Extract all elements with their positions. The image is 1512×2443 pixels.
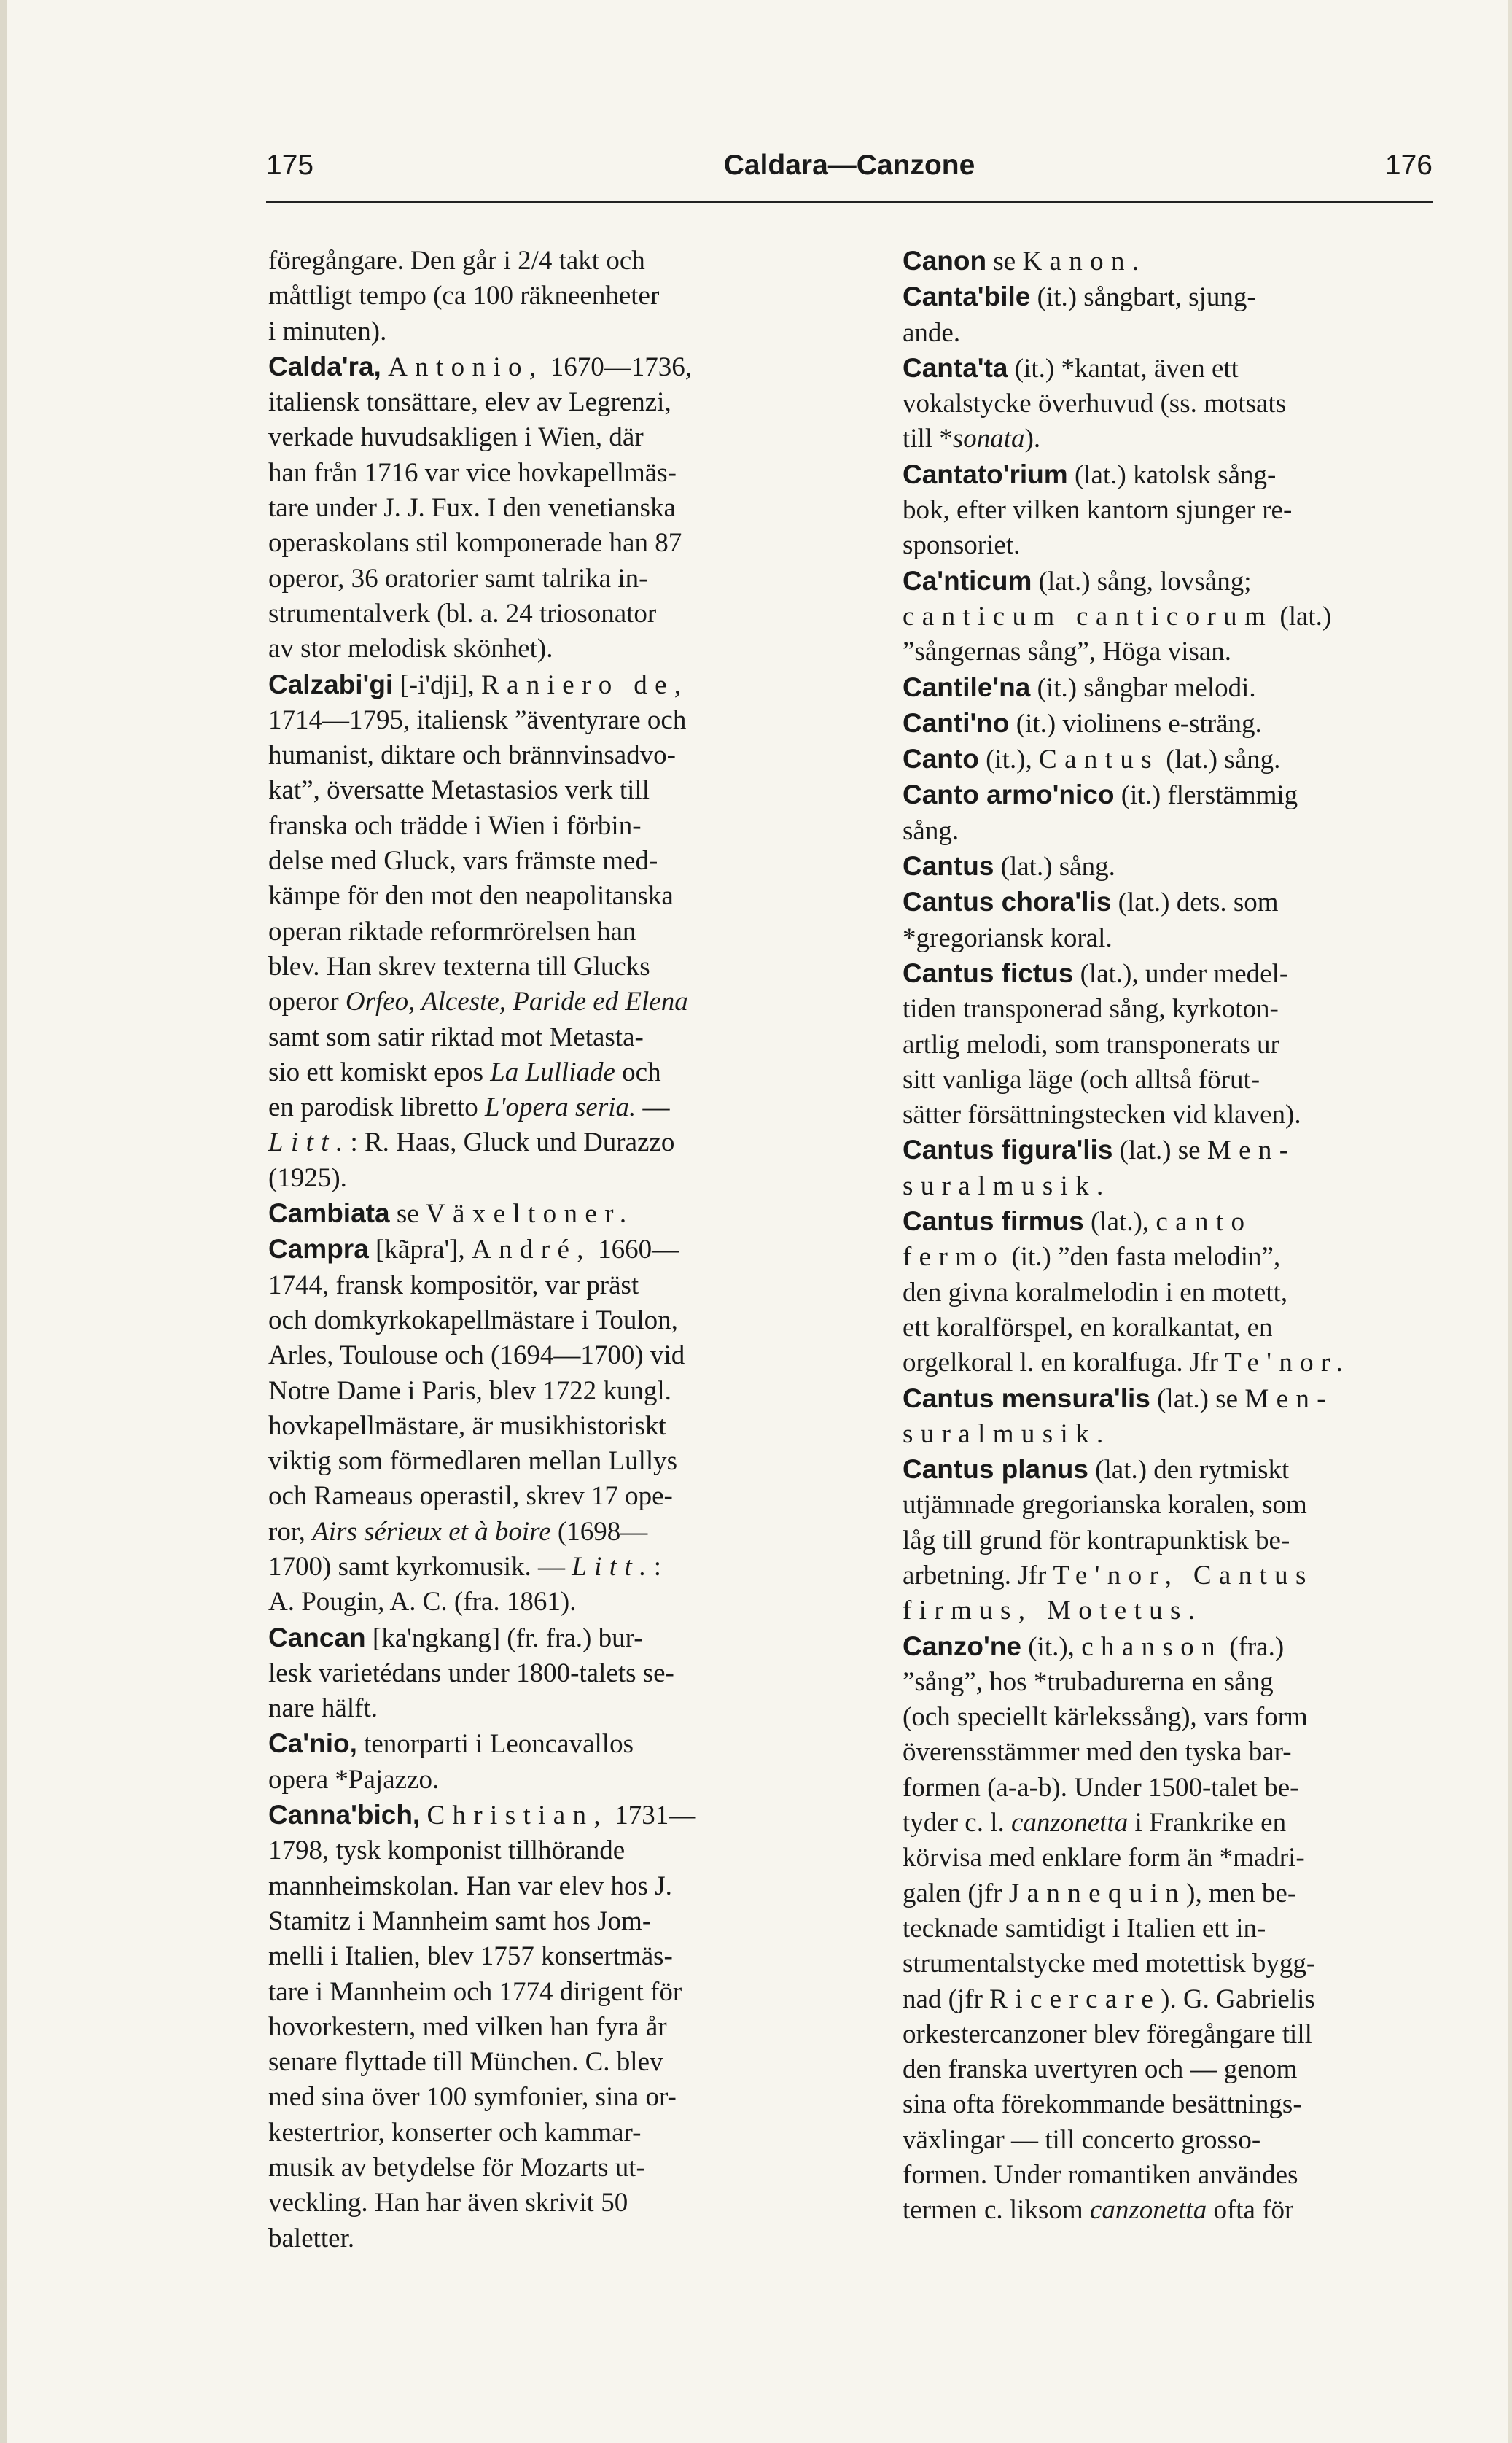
text-run: strumentalstycke med motettisk bygg-	[903, 1949, 1316, 1979]
text-run	[381, 352, 388, 382]
header-rule	[266, 201, 1433, 203]
text-run: med sina över 100 symfonier, sina or-	[268, 2082, 677, 2113]
entry-term: Cantile'na	[903, 672, 1031, 702]
text-line	[268, 491, 828, 526]
text-line	[903, 956, 1430, 992]
text-line	[903, 599, 1430, 634]
text-run: och Rameaus operastil, skrev 17 ope-	[268, 1481, 673, 1512]
text-line	[903, 1806, 1430, 1841]
text-run: canticum canticorum	[903, 601, 1274, 632]
text-run: André,	[472, 1235, 591, 1265]
entry-term: Calzabi'gi	[268, 669, 394, 699]
text-run: (it.) sångbar melodi.	[1030, 672, 1256, 703]
text-run: sitt vanliga läge (och alltså förut-	[903, 1064, 1260, 1095]
entry-term: Canta'bile	[903, 281, 1031, 312]
text-run: ). G. Gabrielis	[1161, 1984, 1315, 2014]
text-run: orgelkoral l. en koralfuga. Jfr	[903, 1348, 1225, 1378]
text-line	[903, 2158, 1430, 2193]
text-run: 1714—1795, italiensk ”äventyrare och	[268, 704, 687, 735]
text-run: humanist, diktare och brännvinsadvo-	[268, 740, 676, 771]
entry-term: Canto armo'nico	[903, 780, 1115, 810]
text-run: se	[389, 1199, 426, 1230]
text-line	[268, 1585, 828, 1620]
text-run: *gregoriansk koral.	[903, 923, 1112, 953]
text-line	[268, 1939, 828, 1974]
text-run: formen. Under romantiken användes	[903, 2160, 1298, 2191]
text-line	[903, 1700, 1430, 1735]
entry-term: Ca'nio,	[268, 1728, 357, 1759]
text-run: måttligt tempo (ca 100 räkneenheter	[268, 281, 660, 311]
text-run: viktig som förmedlaren mellan Lullys	[268, 1446, 678, 1477]
text-run: artlig melodi, som transponerats ur	[903, 1029, 1279, 1060]
text-line	[268, 667, 828, 703]
text-line	[903, 1169, 1430, 1204]
text-run: 1670—1736,	[543, 352, 692, 382]
text-line	[903, 849, 1430, 885]
text-run: Raniero de,	[480, 669, 689, 700]
text-run: (it.) sångbart, sjung-	[1030, 282, 1256, 313]
right-column	[903, 244, 1430, 2229]
text-line	[268, 385, 828, 420]
text-run: tare under J. J. Fux. I den venetianska	[268, 493, 676, 524]
text-run: galen (jfr	[903, 1878, 1009, 1908]
text-run: [kãpra'],	[368, 1235, 472, 1265]
text-line	[268, 1479, 828, 1514]
text-line	[903, 244, 1430, 279]
text-run: 1700) samt kyrkomusik. —	[268, 1551, 572, 1582]
text-line	[268, 420, 828, 455]
text-run: föregångare. Den går i 2/4 takt och	[268, 246, 645, 276]
text-run: utjämnade gregorianska koralen, som	[903, 1490, 1307, 1520]
text-run: tecknade samtidigt i Italien ett in-	[903, 1913, 1266, 1943]
text-run: formen (a-a-b). Under 1500-talet be-	[903, 1772, 1299, 1803]
text-run: Antonio,	[388, 352, 544, 382]
text-line	[268, 1338, 828, 1373]
text-line	[268, 914, 828, 949]
text-run: (it.) flerstämmig	[1114, 780, 1298, 811]
text-line	[268, 1550, 828, 1585]
text-line	[268, 456, 828, 491]
text-run: operor	[268, 987, 346, 1017]
text-run: suralmusik.	[903, 1170, 1111, 1201]
text-line	[903, 1735, 1430, 1770]
text-run: blev. Han skrev texterna till Glucks	[268, 951, 650, 982]
text-run: suralmusik.	[903, 1418, 1111, 1449]
entry-term: Cantus fictus	[903, 958, 1074, 988]
text-run: Växeltoner.	[425, 1199, 634, 1230]
text-line	[268, 1232, 828, 1267]
text-line	[268, 1374, 828, 1409]
text-run: sina ofta förekommande besättnings-	[903, 2089, 1302, 2120]
text-line	[268, 349, 828, 385]
text-line	[268, 1090, 828, 1125]
text-line	[268, 1975, 828, 2010]
text-run: (1925).	[268, 1162, 347, 1193]
text-line	[268, 562, 828, 597]
text-run: A. Pougin, A. C. (fra. 1861).	[268, 1587, 577, 1617]
text-run: (lat.), under medel-	[1073, 958, 1289, 989]
text-run: senare flyttade till München. C. blev	[268, 2047, 663, 2078]
text-run: (lat.)	[1273, 601, 1332, 632]
text-run: hovorkestern, med vilken han fyra år	[268, 2011, 667, 2042]
text-run: verkade huvudsakligen i Wien, där	[268, 422, 644, 453]
text-line	[903, 1771, 1430, 1806]
text-run: :	[653, 1551, 661, 1582]
text-line	[903, 921, 1430, 956]
text-line	[268, 1726, 828, 1762]
text-run: ”sång”, hos *trubadurerna en sång	[903, 1666, 1274, 1697]
text-run: Airs sérieux et à boire	[312, 1516, 551, 1547]
text-run: canzonetta	[1010, 1808, 1129, 1838]
text-run: Arles, Toulouse och (1694—1700) vid	[268, 1340, 685, 1371]
text-line	[903, 564, 1430, 599]
text-run: tenorparti i Leoncavallos	[356, 1729, 634, 1760]
text-run: till *	[903, 424, 953, 454]
entry-term: Cantus firmus	[903, 1206, 1084, 1237]
entry-term: Cantus figura'lis	[903, 1135, 1113, 1165]
entry-term: Canna'bich,	[268, 1800, 421, 1830]
text-run: 1798, tysk komponist tillhörande	[268, 1836, 626, 1866]
text-run: Te'nor, Cantus	[1053, 1560, 1314, 1591]
text-line	[903, 634, 1430, 669]
text-run: (1698—	[550, 1516, 648, 1547]
text-run: nad (jfr	[903, 1984, 990, 2014]
text-run: canzonetta	[1089, 2195, 1207, 2226]
entry-term: Cantato'rium	[903, 459, 1068, 489]
text-line	[903, 2087, 1430, 2122]
text-run: opera *Pajazzo.	[268, 1764, 440, 1795]
entry-term: Calda'ra,	[268, 351, 381, 381]
text-line	[903, 528, 1430, 563]
text-run: 1660—	[591, 1235, 679, 1265]
text-run: (it.),	[978, 745, 1040, 775]
text-run: 1744, fransk kompositör, var präst	[268, 1270, 639, 1300]
entry-term: Cantus	[903, 851, 994, 882]
text-run: (lat.) sång.	[994, 852, 1115, 882]
text-line	[903, 1593, 1430, 1628]
text-run: Litt.	[268, 1127, 351, 1158]
text-line	[268, 949, 828, 984]
text-run: melli i Italien, blev 1757 konsertmäs-	[268, 1941, 673, 1972]
text-line	[268, 1656, 828, 1691]
text-run: och domkyrkokapellmästare i Toulon,	[268, 1305, 678, 1335]
text-run: tyder c. l.	[903, 1808, 1011, 1838]
text-run: veckling. Han har även skrivit 50	[268, 2188, 628, 2218]
text-line	[903, 2123, 1430, 2158]
text-line	[903, 1488, 1430, 1523]
text-run: (och speciellt kärlekssång), vars form	[903, 1702, 1308, 1733]
text-line	[903, 1452, 1430, 1488]
text-run: Men-	[1207, 1135, 1296, 1166]
text-line	[268, 738, 828, 773]
text-run: en parodisk libretto	[268, 1092, 485, 1123]
text-run: växlingar — till concerto grosso-	[903, 2124, 1261, 2155]
text-run: nare hälft.	[268, 1693, 378, 1724]
text-run: L'opera seria.	[484, 1092, 636, 1123]
page-edge-right	[1508, 0, 1512, 2443]
text-run: ett koralförspel, en koralkantat, en	[903, 1312, 1273, 1343]
text-run: och	[615, 1057, 661, 1087]
text-line	[903, 1098, 1430, 1133]
text-run: lesk varietédans under 1800-talets se-	[268, 1658, 674, 1688]
text-run: Orfeo, Alceste, Paride ed Elena	[345, 987, 688, 1017]
text-run: [-i'dji],	[393, 669, 481, 700]
text-run: sätter försättningstecken vid klaven).	[903, 1100, 1301, 1130]
entry-term: Cantus planus	[903, 1454, 1088, 1485]
text-run: termen c. liksom	[903, 2195, 1090, 2226]
left-page-number: 175	[266, 149, 314, 181]
text-line	[268, 2045, 828, 2080]
text-line	[268, 1444, 828, 1479]
text-run: franska och trädde i Wien i förbin-	[268, 810, 642, 841]
entry-term: Canzo'ne	[903, 1631, 1021, 1661]
text-line	[903, 2017, 1430, 2052]
text-run: se	[986, 246, 1023, 276]
text-run: kestertrior, konserter och kammar-	[268, 2117, 642, 2148]
text-run: Christian,	[426, 1801, 608, 1831]
text-run: (it.) violinens e-sträng.	[1009, 708, 1262, 739]
text-line	[903, 1133, 1430, 1168]
text-run: Jannequin	[1008, 1878, 1187, 1908]
text-line	[903, 1204, 1430, 1240]
text-run: den franska uvertyren och — genom	[903, 2054, 1298, 2085]
text-line	[903, 1345, 1430, 1380]
text-run: mannheimskolan. Han var elev hos J.	[268, 1871, 672, 1901]
text-run: låg till grund för kontrapunktisk be-	[903, 1525, 1290, 1555]
text-run: sonata	[952, 424, 1025, 454]
text-line	[903, 1310, 1430, 1345]
text-line	[903, 1665, 1430, 1700]
text-run: tiden transponerad sång, kyrkoton-	[903, 994, 1279, 1025]
text-run: hovkapellmästare, är musikhistoriskt	[268, 1410, 666, 1441]
text-line	[268, 526, 828, 561]
text-run: Ricercare	[989, 1984, 1161, 2014]
entry-term: Canti'no	[903, 707, 1010, 738]
text-line	[268, 2010, 828, 2045]
text-run: Litt.	[572, 1551, 654, 1582]
text-line	[903, 742, 1430, 777]
text-run: canto	[1156, 1207, 1252, 1238]
entry-term: Canon	[903, 246, 987, 276]
text-run: [ka'ngkang] (fr. fra.) bur-	[365, 1623, 643, 1653]
text-line	[903, 814, 1430, 849]
text-line	[268, 1620, 828, 1656]
text-line	[903, 1558, 1430, 1593]
text-line	[903, 670, 1430, 706]
entry-term: Cantus chora'lis	[903, 887, 1112, 917]
running-title: Caldara—Canzone	[723, 149, 975, 181]
text-line	[903, 1028, 1430, 1063]
text-line	[268, 1125, 828, 1160]
text-run: ofta för	[1207, 2195, 1294, 2226]
text-run: samt som satir riktad mot Metasta-	[268, 1022, 644, 1052]
text-line	[268, 1268, 828, 1303]
left-column	[268, 244, 828, 2256]
text-run: ”sångernas sång”, Höga visan.	[903, 637, 1232, 667]
text-line	[268, 314, 828, 349]
text-line	[268, 1161, 828, 1196]
text-run: operaskolans stil komponerade han 87	[268, 528, 682, 559]
text-line	[903, 1523, 1430, 1558]
text-run: ).	[1024, 424, 1041, 454]
text-line	[903, 706, 1430, 742]
text-line	[268, 1904, 828, 1939]
text-line	[268, 2116, 828, 2151]
text-run: Men-	[1244, 1383, 1333, 1414]
text-run: ror,	[268, 1516, 313, 1547]
text-run: (lat.),	[1083, 1207, 1156, 1238]
text-run: arbetning. Jfr	[903, 1560, 1053, 1591]
entry-term: Canto	[903, 744, 979, 774]
text-run: (lat.) dets. som	[1111, 888, 1279, 918]
text-run: La Lulliade	[490, 1057, 615, 1087]
text-line	[268, 1055, 828, 1090]
text-run: ande.	[903, 317, 961, 348]
text-run: den givna koralmelodin i en motett,	[903, 1277, 1288, 1308]
text-line	[903, 1982, 1430, 2017]
text-line	[903, 316, 1430, 351]
text-line	[903, 279, 1430, 315]
text-line	[268, 2080, 828, 2115]
text-run: Cantus	[1039, 745, 1159, 775]
page-header	[266, 149, 1433, 201]
text-run: Kanon.	[1022, 246, 1147, 276]
text-line	[268, 1303, 828, 1338]
text-run: i Frankrike en	[1128, 1808, 1287, 1838]
text-line	[903, 1876, 1430, 1911]
text-line	[903, 387, 1430, 422]
text-line	[268, 1196, 828, 1232]
text-line	[268, 773, 828, 808]
text-line	[903, 777, 1430, 813]
text-run: av stor melodisk skönhet).	[268, 634, 553, 664]
text-line	[903, 1381, 1430, 1417]
text-line	[268, 244, 828, 279]
text-run: musik av betydelse för Mozarts ut-	[268, 2153, 645, 2183]
text-run: operan riktade reformrörelsen han	[268, 916, 636, 947]
text-run: orkestercanzoner blev föregångare till	[903, 2019, 1312, 2049]
entry-term: Cambiata	[268, 1198, 390, 1229]
text-run: sponsoriet.	[903, 530, 1021, 561]
text-run: bok, efter vilken kantorn sjunger re-	[903, 495, 1293, 526]
text-line	[268, 879, 828, 914]
text-run: fermo	[903, 1242, 1005, 1273]
text-line	[903, 1946, 1430, 1981]
text-line	[903, 457, 1430, 493]
entry-term: Cantus mensura'lis	[903, 1383, 1150, 1413]
text-run: kämpe för den mot den neapolitanska	[268, 881, 674, 912]
text-line	[268, 844, 828, 879]
text-line	[903, 1240, 1430, 1275]
entry-term: Cancan	[268, 1622, 366, 1652]
text-line	[268, 632, 828, 667]
text-line	[903, 351, 1430, 387]
text-run: strumentalverk (bl. a. 24 triosonator	[268, 598, 657, 629]
text-line	[903, 1063, 1430, 1098]
text-line	[268, 1798, 828, 1833]
text-run: Stamitz i Mannheim samt hos Jom-	[268, 1906, 652, 1936]
text-run: kat”, översatte Metastasios verk till	[268, 775, 650, 806]
text-run: operor, 36 oratorier samt talrika in-	[268, 563, 648, 594]
text-run: (fra.)	[1222, 1631, 1285, 1662]
text-line	[268, 703, 828, 738]
text-run: sång.	[903, 815, 959, 846]
text-line	[268, 2221, 828, 2256]
text-line	[268, 2186, 828, 2221]
text-run: körvisa med enklare form än *madri-	[903, 1843, 1305, 1873]
text-run: (lat.) sång.	[1158, 745, 1281, 775]
text-run: chanson	[1081, 1631, 1223, 1662]
text-run: (it.) *kantat, även ett	[1008, 353, 1239, 384]
text-run: 1731—	[607, 1801, 696, 1831]
text-line	[903, 1275, 1430, 1310]
right-page-number: 176	[1384, 149, 1433, 181]
text-line	[903, 1629, 1430, 1665]
text-run: delse med Gluck, vars främste med-	[268, 846, 658, 877]
text-line	[903, 493, 1430, 528]
text-run: (it.) ”den fasta melodin”,	[1005, 1242, 1281, 1273]
text-line	[903, 1911, 1430, 1946]
text-run: : R. Haas, Gluck und Durazzo	[350, 1127, 675, 1158]
text-run: (it.),	[1021, 1631, 1082, 1662]
text-run: i minuten).	[268, 316, 387, 346]
text-run: överensstämmer med den tyska bar-	[903, 1737, 1292, 1768]
text-line	[268, 279, 828, 314]
text-line	[268, 1833, 828, 1868]
text-line	[268, 1409, 828, 1444]
text-line	[268, 809, 828, 844]
text-run: (lat.) se	[1112, 1135, 1207, 1166]
text-run: firmus, Motetus.	[903, 1596, 1203, 1626]
text-run: han från 1716 var vice hovkapellmäs-	[268, 457, 677, 488]
text-line	[268, 597, 828, 632]
text-line	[268, 1691, 828, 1726]
text-line	[903, 885, 1430, 920]
text-run: Notre Dame i Paris, blev 1722 kungl.	[268, 1375, 671, 1406]
text-run: ), men be-	[1186, 1878, 1297, 1908]
text-line	[903, 1417, 1430, 1452]
text-run: vokalstycke överhuvud (ss. motsats	[903, 389, 1287, 419]
text-line	[268, 1515, 828, 1550]
page-edge-left	[0, 0, 7, 2443]
text-run: tare i Mannheim och 1774 dirigent för	[268, 1976, 682, 2007]
text-run: (lat.) katolsk sång-	[1067, 459, 1277, 490]
text-run: italiensk tonsättare, elev av Legrenzi,	[268, 387, 671, 418]
text-run: (lat.) se	[1150, 1383, 1245, 1414]
text-line	[903, 992, 1430, 1027]
text-line	[903, 2193, 1430, 2228]
text-line	[268, 2151, 828, 2186]
text-run: sio ett komiskt epos	[268, 1057, 491, 1087]
text-run: baletter.	[268, 2223, 355, 2253]
text-line	[268, 1763, 828, 1798]
text-line	[268, 984, 828, 1019]
text-line	[903, 422, 1430, 457]
entry-term: Campra	[268, 1234, 369, 1265]
text-run: —	[636, 1092, 670, 1123]
text-line	[268, 1869, 828, 1904]
text-line	[903, 1841, 1430, 1876]
text-line	[903, 2052, 1430, 2087]
text-run: (lat.) den rytmiskt	[1088, 1455, 1290, 1485]
text-line	[268, 1020, 828, 1055]
text-run: Te'nor.	[1225, 1348, 1351, 1378]
entry-term: Ca'nticum	[903, 565, 1032, 596]
entry-term: Canta'ta	[903, 352, 1008, 383]
text-run: (lat.) sång, lovsång;	[1032, 566, 1252, 597]
